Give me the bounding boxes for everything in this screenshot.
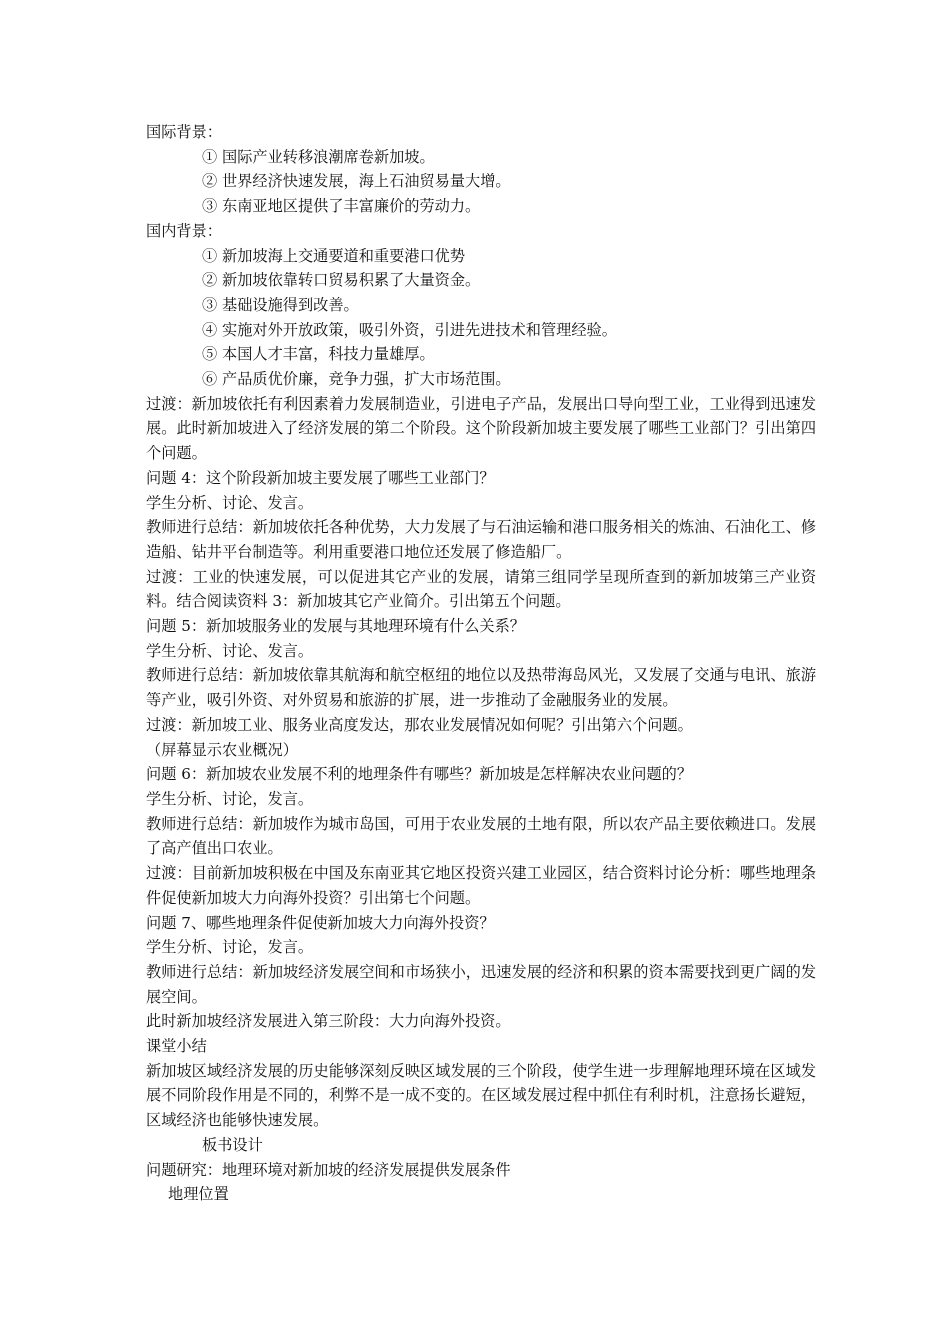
- domestic-background-heading: 国内背景：: [146, 221, 222, 240]
- teacher-summary-6: 教师进行总结：新加坡作为城市岛国，可用于农业发展的土地有限，所以农产品主要依赖进口。发展了高产值出口农业。: [146, 814, 816, 858]
- stage-3-statement: 此时新加坡经济发展进入第三阶段：大力向海外投资。: [146, 1012, 511, 1031]
- board-item-geographic-location: 地理位置: [168, 1185, 229, 1204]
- board-design-heading: 板书设计: [202, 1135, 263, 1154]
- domestic-item-3: ③ 基础设施得到改善。: [202, 295, 359, 314]
- intl-item-1: ① 国际产业转移浪潮席卷新加坡。: [202, 147, 435, 166]
- teacher-summary-4: 教师进行总结：新加坡依托各种优势，大力发展了与石油运输和港口服务相关的炼油、石油化工、修造船、钻井平台制造等。利用重要港口地位还发展了修造船厂。: [146, 518, 816, 561]
- domestic-item-2: ② 新加坡依靠转口贸易积累了大量资金。: [202, 271, 481, 290]
- domestic-item-5: ⑤ 本国人才丰富，科技力量雄厚。: [202, 345, 435, 364]
- board-topic: 问题研究：地理环境对新加坡的经济发展提供发展条件: [146, 1160, 511, 1179]
- document-page: [146, 120, 816, 1207]
- domestic-item-6: ⑥ 产品质优价廉，竞争力强，扩大市场范围。: [202, 370, 511, 389]
- class-summary-paragraph: 新加坡区域经济发展的历史能够深刻反映区域发展的三个阶段，使学生进一步理解地理环境在区域发展不同阶段作用是不同的，利弊不是一成不变的。在区域发展过程中抓住有利时机，注意扬长避短，区域经济也能够快速发展。: [146, 1061, 816, 1130]
- question-4: 问题 4：这个阶段新加坡主要发展了哪些工业部门？: [146, 468, 495, 487]
- transition-paragraph-1: 过渡：新加坡依托有利因素着力发展制造业，引进电子产品，发展出口导向型工业，工业得到迅速发展。此时新加坡进入了经济发展的第二个阶段。这个阶段新加坡主要发展了哪些工业部门？引出第四个问题。: [146, 394, 816, 463]
- transition-paragraph-2: 过渡：工业的快速发展，可以促进其它产业的发展，请第三组同学呈现所查到的新加坡第三产业资料。结合阅读资料 3：新加坡其它产业简介。引出第五个问题。: [146, 567, 816, 611]
- intl-item-3: ③ 东南亚地区提供了丰富廉价的劳动力。: [202, 197, 481, 216]
- question-6: 问题 6：新加坡农业发展不利的地理条件有哪些？新加坡是怎样解决农业问题的？: [146, 765, 693, 784]
- class-summary-heading: 课堂小结: [146, 1037, 207, 1056]
- student-activity-4: 学生分析、讨论、发言。: [146, 493, 314, 512]
- screen-note: （屏幕显示农业概况）: [146, 740, 298, 759]
- transition-paragraph-4: 过渡：目前新加坡积极在中国及东南亚其它地区投资兴建工业园区，结合资料讨论分析：哪些地理条件促使新加坡大力向海外投资？引出第七个问题。: [146, 864, 816, 907]
- student-activity-5: 学生分析、讨论、发言。: [146, 641, 314, 660]
- intl-item-2: ② 世界经济快速发展，海上石油贸易量大增。: [202, 172, 511, 191]
- question-7: 问题 7、哪些地理条件促使新加坡大力向海外投资？: [146, 913, 495, 932]
- student-activity-6: 学生分析、讨论，发言。: [146, 789, 314, 808]
- student-activity-7: 学生分析、讨论，发言。: [146, 938, 314, 957]
- question-5: 问题 5：新加坡服务业的发展与其地理环境有什么关系？: [146, 617, 525, 636]
- teacher-summary-5: 教师进行总结：新加坡依靠其航海和航空枢纽的地位以及热带海岛风光，又发展了交通与电讯、旅游等产业，吸引外资、对外贸易和旅游的扩展，进一步推动了金融服务业的发展。: [146, 666, 816, 710]
- intl-background-heading: 国际背景：: [146, 123, 222, 141]
- teacher-summary-7: 教师进行总结：新加坡经济发展空间和市场狭小，迅速发展的经济和积累的资本需要找到更广阔的发展空间。: [146, 962, 816, 1006]
- domestic-item-1: ① 新加坡海上交通要道和重要港口优势: [202, 246, 466, 265]
- domestic-item-4: ④ 实施对外开放政策，吸引外资，引进先进技术和管理经验。: [202, 320, 617, 339]
- transition-paragraph-3: 过渡：新加坡工业、服务业高度发达，那农业发展情况如何呢？引出第六个问题。: [146, 715, 693, 734]
